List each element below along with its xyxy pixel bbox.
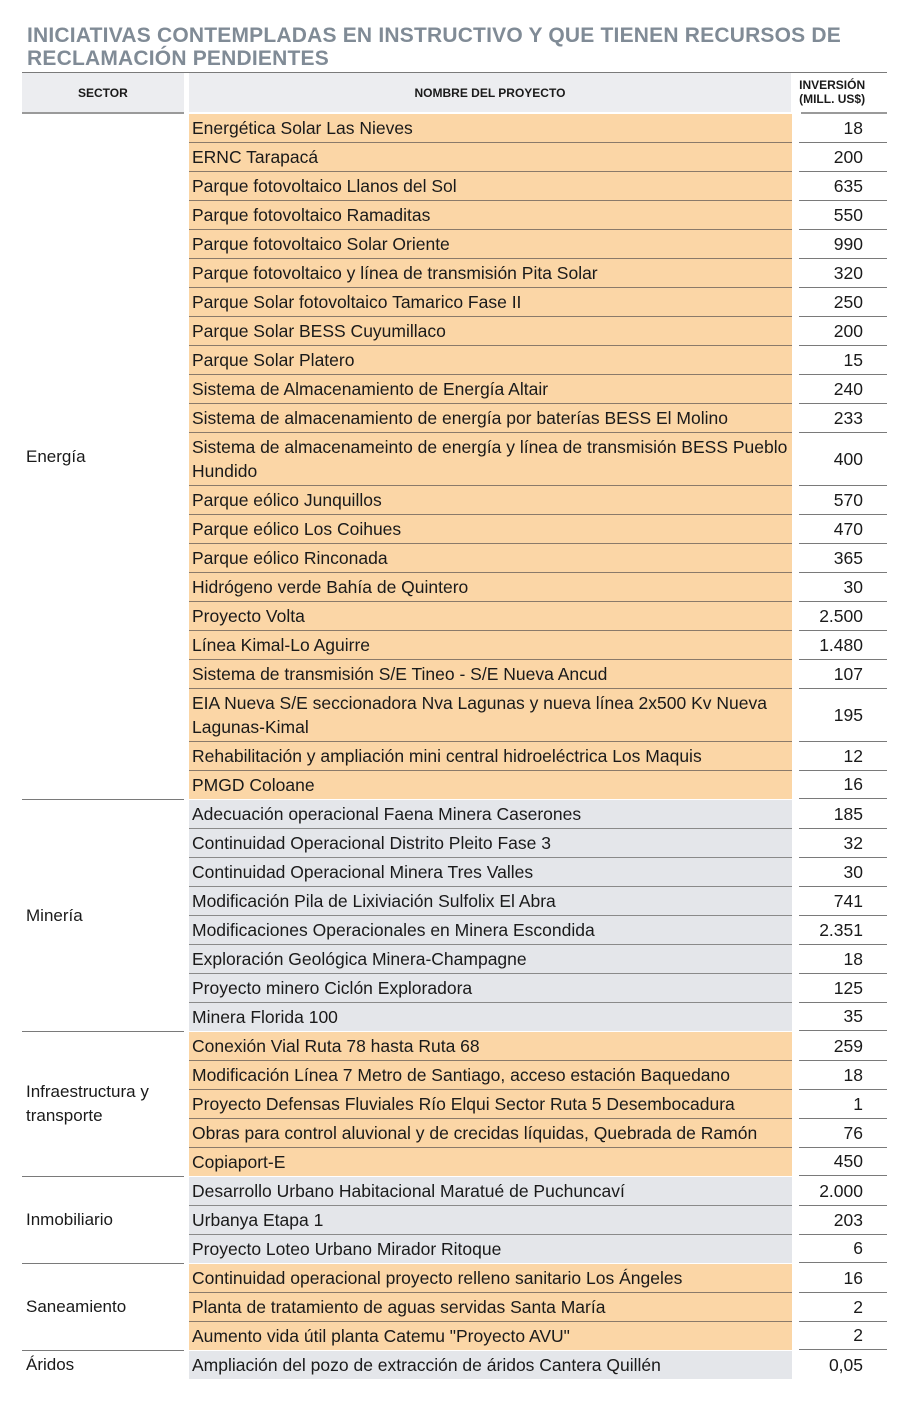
table-row bbox=[189, 515, 887, 544]
project-name: Aumento vida útil planta Catemu "Proyecto AVU" bbox=[189, 1322, 792, 1350]
project-name: Minera Florida 100 bbox=[189, 1003, 792, 1031]
project-name: Energética Solar Las Nieves bbox=[189, 114, 792, 143]
project-name: Proyecto minero Ciclón Exploradora bbox=[189, 974, 792, 1003]
table-row bbox=[189, 916, 887, 945]
sector-label bbox=[22, 800, 184, 1031]
sector-label bbox=[22, 1177, 184, 1263]
header-sector: SECTOR bbox=[22, 73, 184, 112]
table-row bbox=[189, 230, 887, 259]
project-name: Parque Solar BESS Cuyumillaco bbox=[189, 317, 792, 346]
table-row bbox=[189, 346, 887, 375]
project-name: Proyecto Volta bbox=[189, 602, 792, 631]
table-row bbox=[189, 1177, 887, 1206]
header-project-name: NOMBRE DEL PROYECTO bbox=[189, 73, 791, 112]
project-name: Proyecto Defensas Fluviales Río Elqui Sector Ruta 5 Desembocadura bbox=[189, 1090, 792, 1119]
table-row bbox=[189, 800, 887, 829]
project-name: Obras para control aluvional y de crecidas líquidas, Quebrada de Ramón bbox=[189, 1119, 792, 1148]
investment-value: 18 bbox=[799, 945, 887, 974]
project-name: Exploración Geológica Minera-Champagne bbox=[189, 945, 792, 974]
sector-rows bbox=[189, 1177, 887, 1263]
table-row bbox=[189, 486, 887, 515]
investment-value: 250 bbox=[799, 288, 887, 317]
project-name: Proyecto Loteo Urbano Mirador Ritoque bbox=[189, 1235, 792, 1263]
sector-group bbox=[22, 800, 887, 1031]
project-name: PMGD Coloane bbox=[189, 771, 792, 799]
table-row bbox=[189, 689, 887, 742]
investment-value: 200 bbox=[799, 143, 887, 172]
table-row bbox=[189, 1293, 887, 1322]
investment-value: 400 bbox=[799, 433, 887, 486]
project-name: Sistema de almacenameinto de energía y línea de transmisión BESS Pueblo Hundido bbox=[189, 433, 792, 486]
investment-value: 76 bbox=[799, 1119, 887, 1148]
project-name: Hidrógeno verde Bahía de Quintero bbox=[189, 573, 792, 602]
investment-value: 16 bbox=[799, 771, 887, 799]
project-name: Continuidad Operacional Minera Tres Valles bbox=[189, 858, 792, 887]
investment-value: 16 bbox=[799, 1264, 887, 1293]
sector-group bbox=[22, 114, 887, 799]
header-investment-line2: (MILL. US$) bbox=[799, 92, 866, 106]
table-row bbox=[189, 375, 887, 404]
investment-value: 203 bbox=[799, 1206, 887, 1235]
table-row bbox=[189, 1061, 887, 1090]
project-name: Urbanya Etapa 1 bbox=[189, 1206, 792, 1235]
investment-value: 18 bbox=[799, 1061, 887, 1090]
project-name: EIA Nueva S/E seccionadora Nva Lagunas y nueva línea 2x500 Kv Nueva Lagunas-Kimal bbox=[189, 689, 792, 742]
investment-value: 233 bbox=[799, 404, 887, 433]
table-row bbox=[189, 771, 887, 799]
project-name: Planta de tratamiento de aguas servidas Santa María bbox=[189, 1293, 792, 1322]
project-name: Parque Solar fotovoltaico Tamarico Fase II bbox=[189, 288, 792, 317]
table-row bbox=[189, 1235, 887, 1263]
table-row bbox=[189, 1322, 887, 1350]
table-row bbox=[189, 1090, 887, 1119]
table-row bbox=[189, 544, 887, 573]
sector-label-text: Infraestructura y transporte bbox=[26, 1082, 149, 1125]
project-name: Adecuación operacional Faena Minera Caserones bbox=[189, 800, 792, 829]
table-row bbox=[189, 1148, 887, 1176]
sector-rows bbox=[189, 114, 887, 799]
investment-value: 990 bbox=[799, 230, 887, 259]
project-name: Parque Solar Platero bbox=[189, 346, 792, 375]
sector-rows bbox=[189, 1032, 887, 1176]
investment-value: 470 bbox=[799, 515, 887, 544]
table-header bbox=[22, 72, 887, 112]
table-row bbox=[189, 404, 887, 433]
investment-value: 2.351 bbox=[799, 916, 887, 945]
table-row bbox=[189, 858, 887, 887]
table-row bbox=[189, 1206, 887, 1235]
investment-value: 125 bbox=[799, 974, 887, 1003]
project-name: Parque eólico Junquillos bbox=[189, 486, 792, 515]
table-row bbox=[189, 602, 887, 631]
sector-label-text: Energía bbox=[26, 446, 86, 466]
investment-value: 550 bbox=[799, 201, 887, 230]
sector-group bbox=[22, 1177, 887, 1263]
table-row bbox=[189, 259, 887, 288]
projects-table bbox=[22, 72, 887, 1379]
project-name: Rehabilitación y ampliación mini central hidroeléctrica Los Maquis bbox=[189, 742, 792, 771]
investment-value: 2.500 bbox=[799, 602, 887, 631]
investment-value: 32 bbox=[799, 829, 887, 858]
project-name: Parque eólico Rinconada bbox=[189, 544, 792, 573]
investment-value: 6 bbox=[799, 1235, 887, 1263]
sector-rows bbox=[189, 800, 887, 1031]
sector-group bbox=[22, 1264, 887, 1350]
sector-rows bbox=[189, 1264, 887, 1350]
table-row bbox=[189, 1003, 887, 1031]
sector-group bbox=[22, 1032, 887, 1176]
investment-value: 12 bbox=[799, 742, 887, 771]
project-name: Parque fotovoltaico Llanos del Sol bbox=[189, 172, 792, 201]
project-name: Modificaciones Operacionales en Minera Escondida bbox=[189, 916, 792, 945]
table-row bbox=[189, 1032, 887, 1061]
project-name: Parque fotovoltaico y línea de transmisión Pita Solar bbox=[189, 259, 792, 288]
table-row bbox=[189, 573, 887, 602]
table-row bbox=[189, 631, 887, 660]
table-row bbox=[189, 114, 887, 143]
table-row bbox=[189, 317, 887, 346]
sector-label-text: Saneamiento bbox=[26, 1297, 127, 1316]
table-row bbox=[189, 433, 887, 486]
project-name: Copiaport-E bbox=[189, 1148, 792, 1176]
project-name: Desarrollo Urbano Habitacional Maratué de Puchuncaví bbox=[189, 1177, 792, 1206]
project-name: Continuidad operacional proyecto relleno sanitario Los Ángeles bbox=[189, 1264, 792, 1293]
project-name: ERNC Tarapacá bbox=[189, 143, 792, 172]
sector-label bbox=[22, 1264, 184, 1350]
project-name: Parque fotovoltaico Solar Oriente bbox=[189, 230, 792, 259]
sector-label bbox=[22, 1351, 184, 1379]
sector-label-text: Áridos bbox=[26, 1355, 75, 1374]
investment-value: 240 bbox=[799, 375, 887, 404]
investment-value: 450 bbox=[799, 1148, 887, 1176]
investment-value: 320 bbox=[799, 259, 887, 288]
investment-value: 1 bbox=[799, 1090, 887, 1119]
table-body bbox=[22, 114, 887, 1379]
sector-label-text: Minería bbox=[26, 905, 83, 925]
sector-label-text: Inmobiliario bbox=[26, 1210, 113, 1229]
table-row bbox=[189, 1351, 887, 1379]
table-row bbox=[189, 974, 887, 1003]
table-row bbox=[189, 829, 887, 858]
investment-value: 107 bbox=[799, 660, 887, 689]
investment-value: 1.480 bbox=[799, 631, 887, 660]
table-row bbox=[189, 172, 887, 201]
investment-value: 365 bbox=[799, 544, 887, 573]
project-name: Continuidad Operacional Distrito Pleito Fase 3 bbox=[189, 829, 792, 858]
investment-value: 570 bbox=[799, 486, 887, 515]
investment-value: 2 bbox=[799, 1293, 887, 1322]
sector-rows bbox=[189, 1351, 887, 1379]
project-name: Conexión Vial Ruta 78 hasta Ruta 68 bbox=[189, 1032, 792, 1061]
sector-label bbox=[22, 1032, 184, 1176]
project-name: Sistema de transmisión S/E Tineo - S/E Nueva Ancud bbox=[189, 660, 792, 689]
table-row bbox=[189, 143, 887, 172]
table-row bbox=[189, 201, 887, 230]
investment-value: 0,05 bbox=[828, 1354, 863, 1375]
table-row bbox=[189, 742, 887, 771]
project-name: Sistema de almacenamiento de energía por baterías BESS El Molino bbox=[189, 404, 792, 433]
investment-value: 259 bbox=[799, 1032, 887, 1061]
investment-value: 18 bbox=[799, 114, 887, 143]
project-name: Modificación Pila de Lixiviación Sulfolix El Abra bbox=[189, 887, 792, 916]
sector-label bbox=[22, 114, 184, 799]
header-investment-line1: INVERSIÓN bbox=[799, 78, 866, 92]
investment-value: 195 bbox=[799, 689, 887, 742]
project-name: Ampliación del pozo de extracción de áridos Cantera Quillén bbox=[189, 1351, 792, 1379]
investment-value: 30 bbox=[799, 858, 887, 887]
investment-value: 2.000 bbox=[799, 1177, 887, 1206]
sector-group bbox=[22, 1351, 887, 1379]
investment-value: 35 bbox=[799, 1003, 887, 1031]
investment-value: 185 bbox=[799, 800, 887, 829]
project-name: Modificación Línea 7 Metro de Santiago, acceso estación Baquedano bbox=[189, 1061, 792, 1090]
project-name: Parque fotovoltaico Ramaditas bbox=[189, 201, 792, 230]
header-investment bbox=[798, 72, 887, 112]
investment-value: 2 bbox=[799, 1322, 887, 1350]
project-name: Sistema de Almacenamiento de Energía Altair bbox=[189, 375, 792, 404]
table-row bbox=[189, 660, 887, 689]
table-row bbox=[189, 887, 887, 916]
investment-value: 200 bbox=[799, 317, 887, 346]
project-name: Parque eólico Los Coihues bbox=[189, 515, 792, 544]
table-row bbox=[189, 1264, 887, 1293]
table-row bbox=[189, 945, 887, 974]
investment-value: 15 bbox=[799, 346, 887, 375]
table-row bbox=[189, 288, 887, 317]
investment-value: 635 bbox=[799, 172, 887, 201]
project-name: Línea Kimal-Lo Aguirre bbox=[189, 631, 792, 660]
table-row bbox=[189, 1119, 887, 1148]
investment-value: 30 bbox=[799, 573, 887, 602]
investment-value: 741 bbox=[799, 887, 887, 916]
page-title: INICIATIVAS CONTEMPLADAS EN INSTRUCTIVO Y QUE TIENEN RECURSOS DE RECLAMACIÓN PENDIENTES bbox=[27, 24, 841, 70]
